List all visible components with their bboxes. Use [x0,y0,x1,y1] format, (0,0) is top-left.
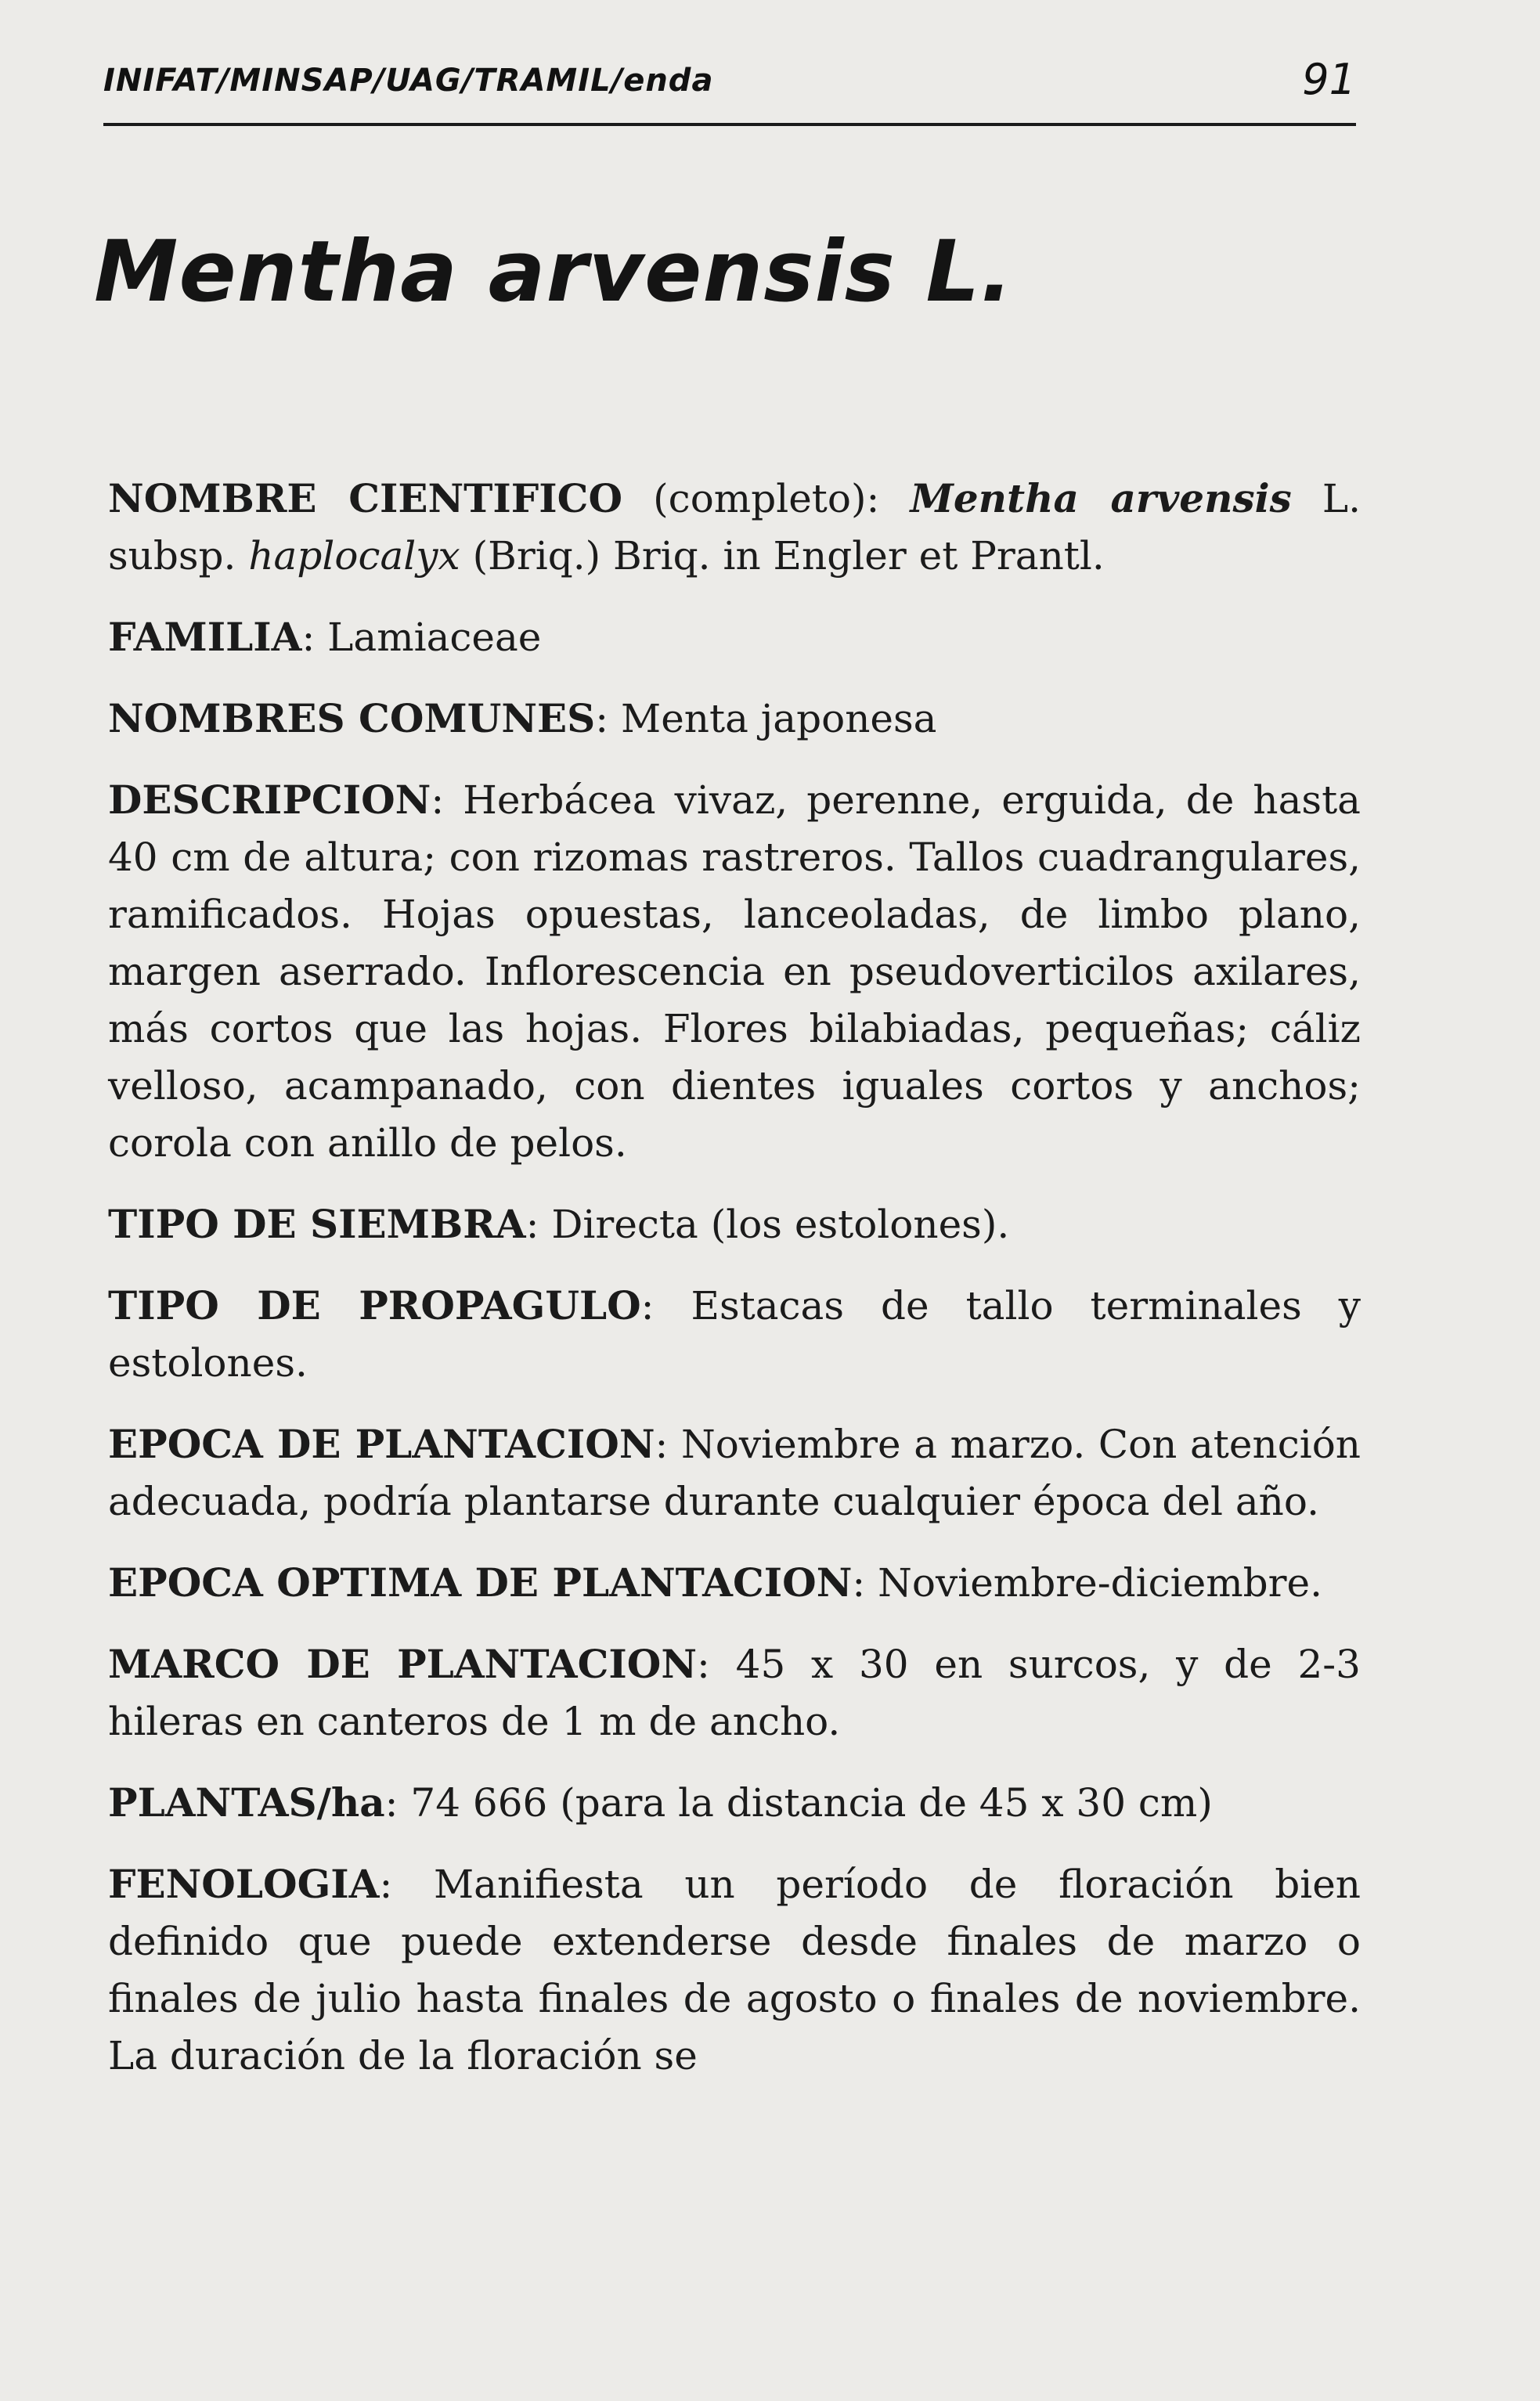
field-tipo-siembra [108,1195,1361,1253]
field-marco-plantacion [108,1635,1361,1750]
field-value: : Manifiesta un período de floración bien definido que puede extenderse desde finales de marzo o finales de julio hasta finales de agosto o finales de noviembre. La duración de la floración se [108,1862,1361,2078]
field-label: NOMBRE CIENTIFICO [108,475,623,521]
field-label: TIPO DE SIEMBRA [108,1201,526,1247]
field-value: : Directa (los estolones). [525,1202,1010,1247]
field-value: : 45 x 30 en surcos, y de 2-3 hileras en canteros de 1 m de ancho. [108,1642,1361,1744]
field-value: : Noviembre-diciembre. [852,1560,1323,1606]
field-label: PLANTAS/ha [108,1779,385,1826]
field-epoca-plantacion [108,1415,1361,1530]
field-label: EPOCA OPTIMA DE PLANTACION [108,1559,853,1606]
author-subsp: L. subsp. [108,476,1361,579]
field-descripcion [108,771,1361,1172]
subspecies-name: haplocalyx [248,533,460,579]
document-body [108,470,1361,2108]
field-tipo-propagulo [108,1277,1361,1392]
field-epoca-optima [108,1554,1361,1612]
field-label: DESCRIPCION [108,777,431,823]
field-value: : Lamiaceae [301,615,542,660]
field-label: TIPO DE PROPAGULO [108,1282,641,1328]
field-label: MARCO DE PLANTACION [108,1641,698,1687]
field-qualifier: (completo): [622,476,911,521]
field-value: : Noviembre a marzo. Con atención adecuada, podría plantarse durante cualquier época del año. [108,1422,1361,1524]
running-head: INIFAT/MINSAP/UAG/TRAMIL/enda [103,63,714,99]
field-label: EPOCA DE PLANTACION [108,1421,655,1467]
field-label: NOMBRES COMUNES [108,695,596,741]
field-nombres-comunes [108,690,1361,748]
field-label: FAMILIA [108,614,302,660]
field-value: : Herbácea vivaz, perenne, erguida, de hasta 40 cm de altura; con rizomas rastreros. Tallos cuadrangulares, ramificados. Hojas opuestas, lanceoladas, de limbo plano, margen aserrado. Inflorescencia en pseudoverticilos axilares, más cortos que las hojas. Flores bilabiadas, pequeñas; cáliz velloso, acampanado, con dientes iguales cortos y anchos; corola con anillo de pelos. [108,777,1361,1166]
authority: (Briq.) Briq. in Engler et Prantl. [460,533,1105,579]
page-title: Mentha arvensis L. [94,223,1014,321]
field-familia [108,608,1361,666]
page-header [103,55,1356,117]
field-label: FENOLOGIA [108,1861,380,1907]
header-rule [103,123,1356,126]
field-fenologia [108,1855,1361,2085]
field-value: : 74 666 (para la distancia de 45 x 30 cm) [384,1780,1213,1826]
field-value: : Estacas de tallo terminales y estolones. [108,1283,1361,1386]
field-nombre-cientifico [108,470,1361,585]
field-plantas-ha [108,1774,1361,1832]
page-number: 91 [1302,55,1356,104]
species-name: Mentha arvensis [910,475,1292,521]
field-value: : Menta japonesa [595,696,937,741]
